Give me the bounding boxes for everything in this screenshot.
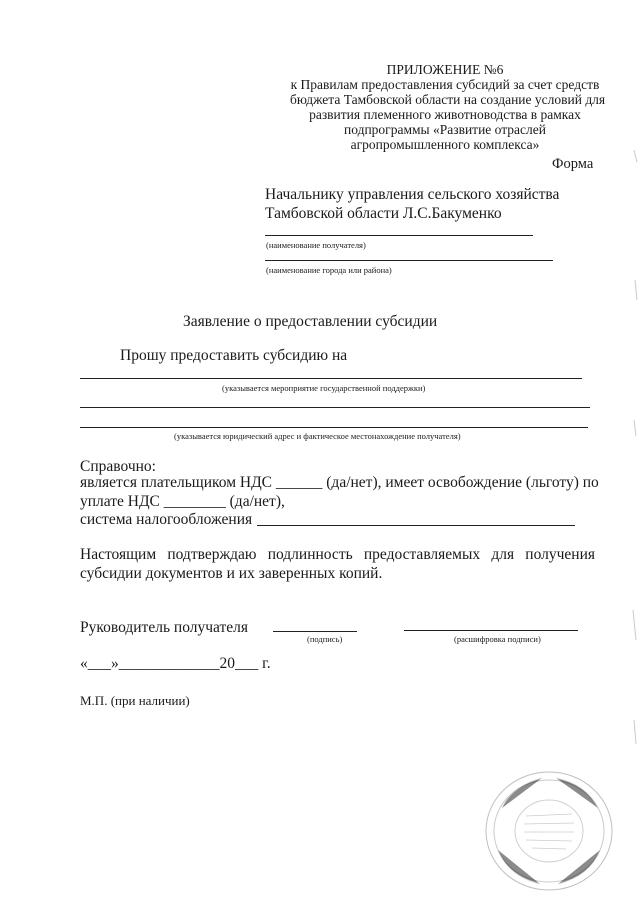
appendix-line-3: развития племенного животноводства в рамках bbox=[309, 107, 581, 122]
address-line-1[interactable] bbox=[80, 407, 590, 408]
signature-line[interactable] bbox=[273, 631, 357, 632]
appendix-line-4: подпрограммы «Развитие отраслей bbox=[344, 122, 546, 137]
form-label: Форма bbox=[552, 156, 594, 172]
document-title: Заявление о предоставлении субсидии bbox=[183, 313, 438, 330]
city-name-line[interactable] bbox=[265, 260, 553, 261]
city-name-hint: (наименование города или района) bbox=[266, 265, 392, 275]
confirmation-line-2: субсидии документов и их заверенных копий. bbox=[80, 565, 383, 582]
address-hint: (указывается юридический адрес и фактическое местонахождение получателя) bbox=[174, 431, 461, 441]
organization-stamp bbox=[482, 768, 616, 894]
vat-line-b: уплате НДС ________ (да/нет), bbox=[80, 493, 285, 510]
appendix-title: ПРИЛОЖЕНИЕ №6 bbox=[386, 62, 504, 77]
signature-hint: (подпись) bbox=[307, 634, 343, 644]
seal-note: М.П. (при наличии) bbox=[80, 693, 190, 708]
appendix-line-5: агропромышленного комплекса» bbox=[350, 137, 540, 152]
measure-hint: (указывается мероприятие государственной поддержки) bbox=[222, 383, 426, 393]
appendix-line-1: к Правилам предоставления субсидий за счет средств bbox=[290, 77, 600, 92]
scan-edge-marks bbox=[630, 0, 640, 905]
reference-heading: Справочно: bbox=[80, 458, 156, 475]
addressee-line-1: Начальнику управления сельского хозяйства bbox=[265, 186, 560, 203]
addressee-line-2: Тамбовской области Л.С.Бакуменко bbox=[265, 205, 502, 222]
tax-system-label: система налогообложения bbox=[80, 511, 253, 528]
request-text: Прошу предоставить субсидию на bbox=[120, 347, 348, 364]
date-line[interactable]: «___»_____________20___ г. bbox=[80, 655, 271, 672]
measure-line[interactable] bbox=[80, 378, 582, 379]
recipient-name-hint: (наименование получателя) bbox=[266, 240, 366, 250]
confirmation-line-1: Настоящим подтверждаю подлинность предоставляемых для получения bbox=[80, 546, 595, 563]
signature-decode-line[interactable] bbox=[404, 630, 578, 631]
address-line-2[interactable] bbox=[80, 427, 588, 428]
recipient-name-line[interactable] bbox=[265, 235, 533, 236]
signature-decode-hint: (расшифровка подписи) bbox=[454, 634, 541, 644]
tax-system-line[interactable] bbox=[257, 525, 575, 526]
appendix-line-2: бюджета Тамбовской области на создание условий для bbox=[290, 92, 606, 107]
signature-label: Руководитель получателя bbox=[80, 619, 249, 636]
vat-line-a: является плательщиком НДС ______ (да/нет), имеет освобождение (льготу) по bbox=[80, 474, 599, 491]
